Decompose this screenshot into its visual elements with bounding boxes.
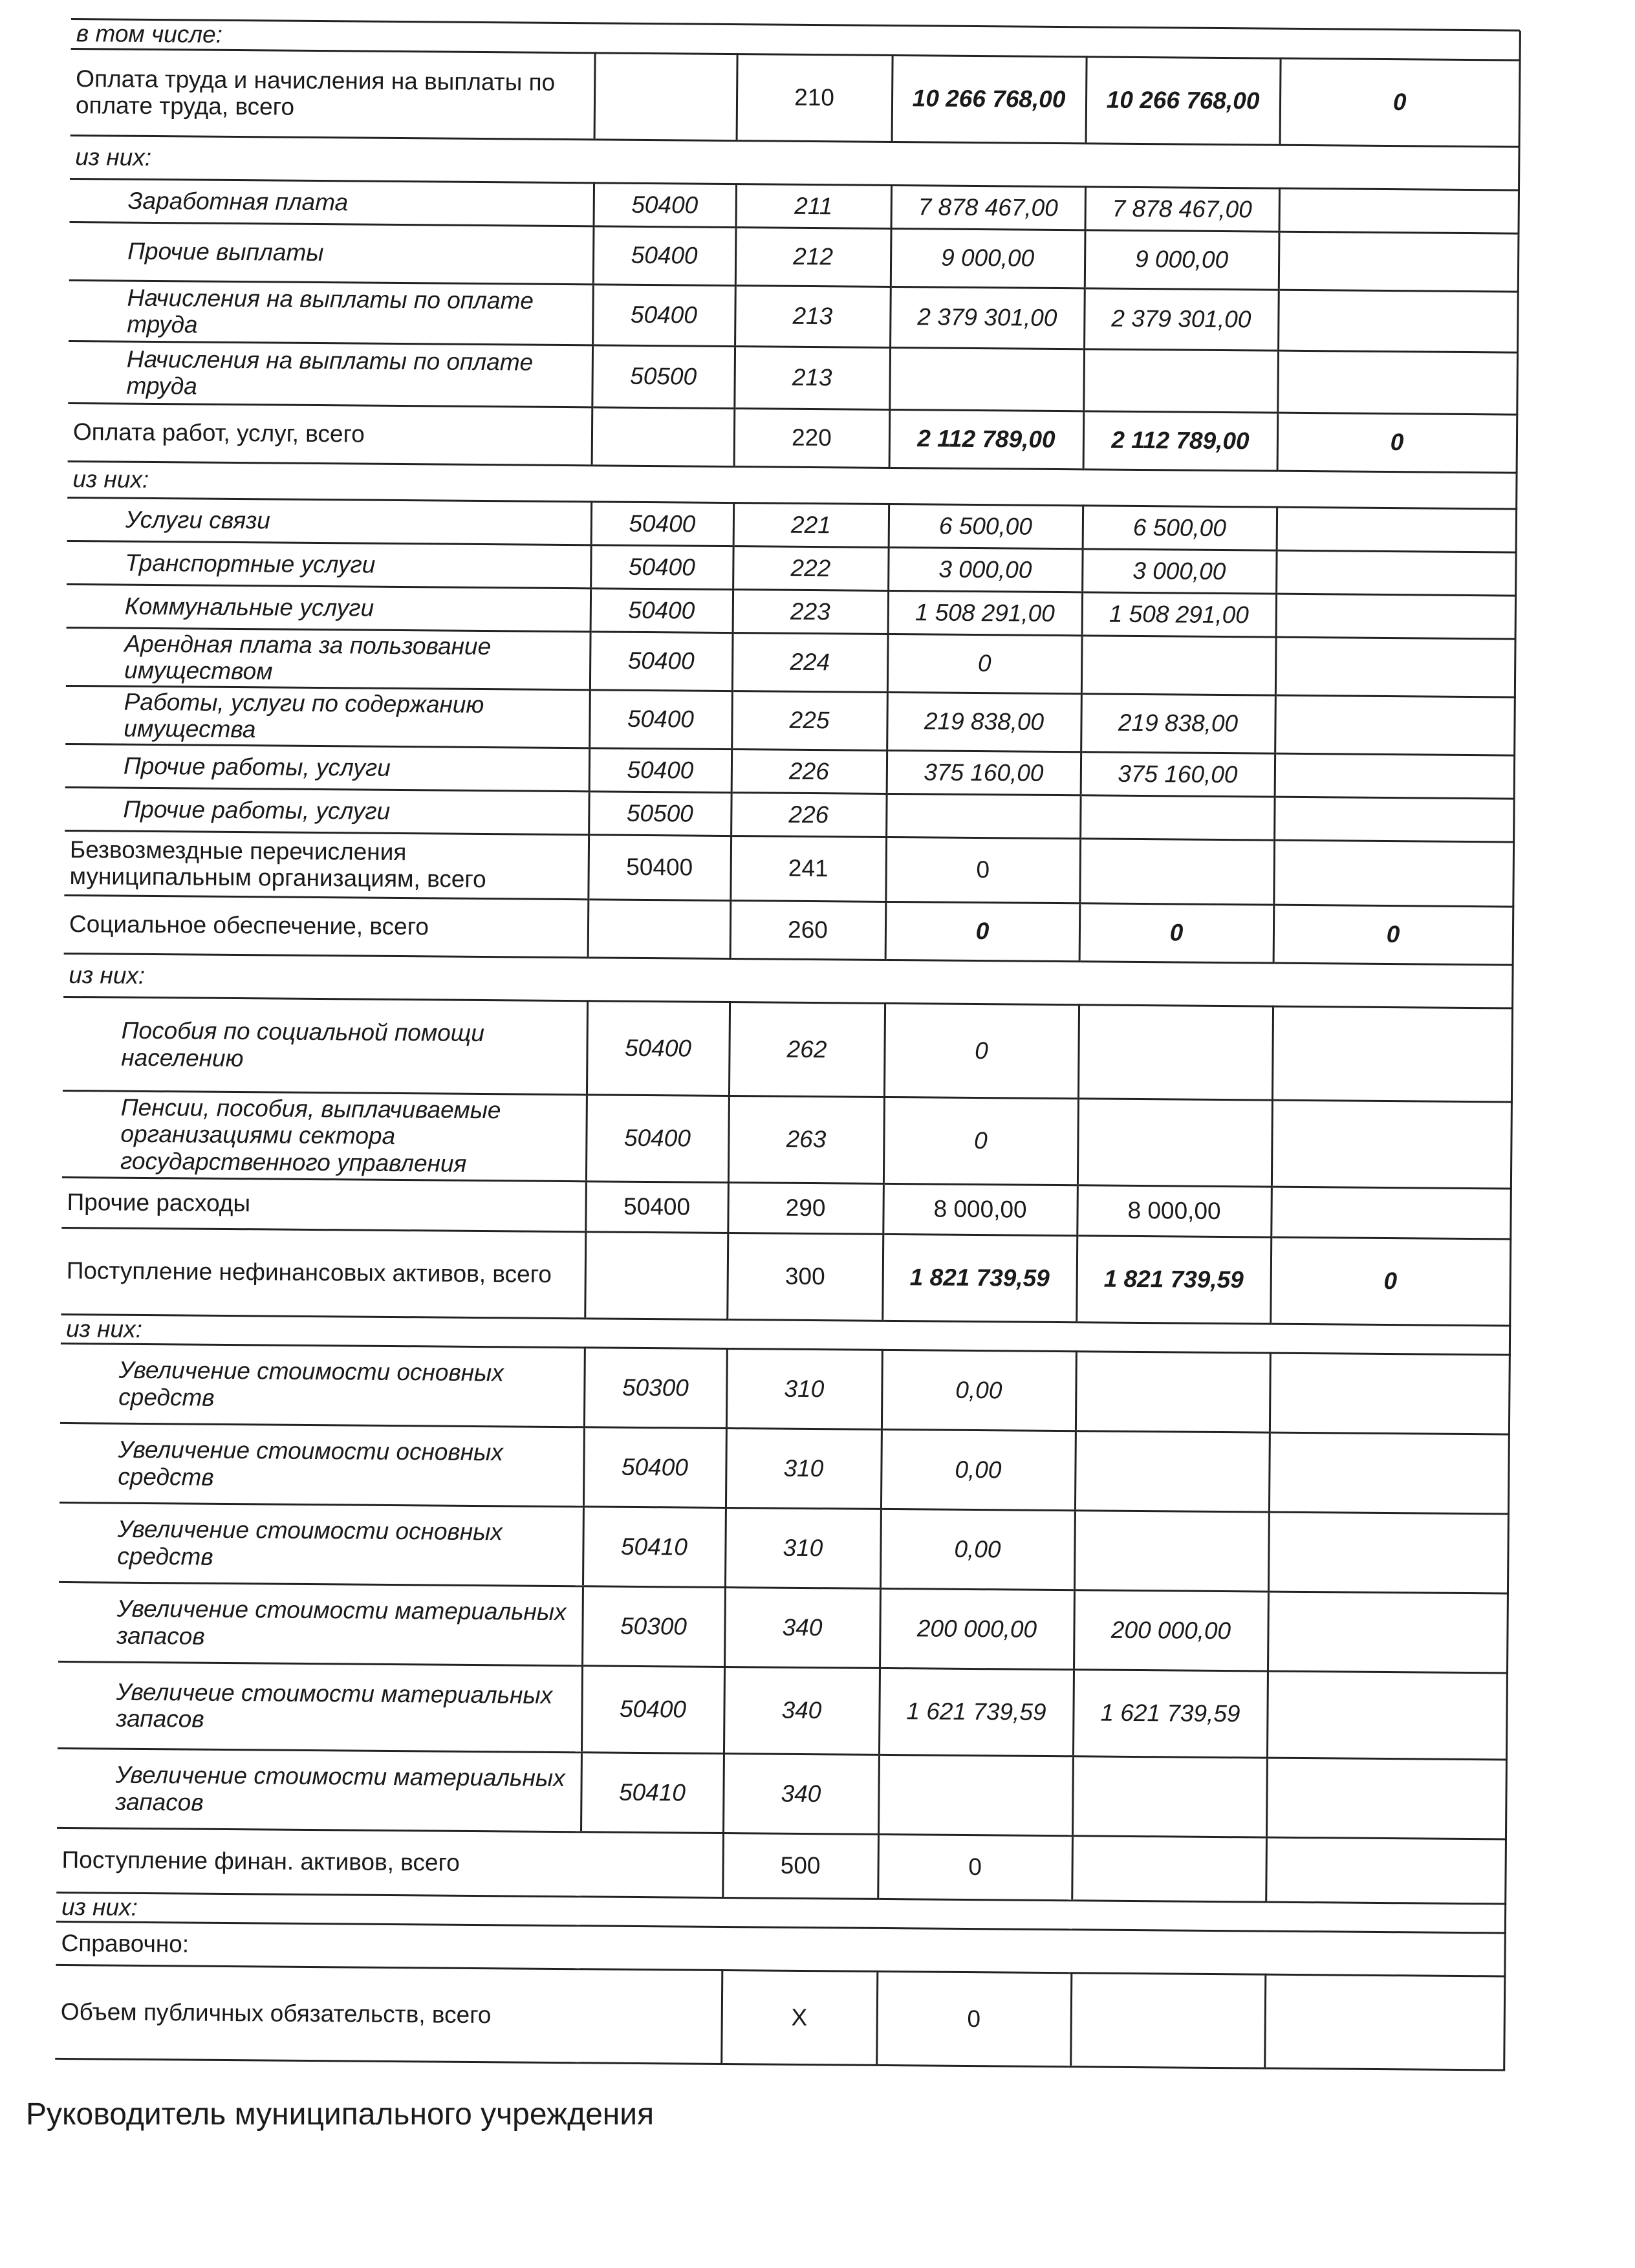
value-cell-3 bbox=[1275, 753, 1515, 799]
value-cell-2: 1 821 739,59 bbox=[1076, 1235, 1271, 1323]
value-cell-2 bbox=[1074, 1510, 1269, 1591]
row-name: Пенсии, пособия, выплачиваемые организациями сектора государственного управления bbox=[62, 1090, 587, 1181]
kosgu-cell: 50400 bbox=[583, 1427, 726, 1507]
section-label: Справочно: bbox=[56, 1921, 1505, 1976]
row-name: Услуги связи bbox=[67, 497, 592, 545]
kosgu-cell: 50400 bbox=[591, 501, 734, 546]
expense-table bbox=[55, 19, 1521, 2071]
table-row bbox=[60, 1343, 1510, 1434]
row-code-cell: 260 bbox=[730, 900, 886, 960]
table-row bbox=[55, 1965, 1504, 2070]
table-row bbox=[68, 341, 1517, 415]
value-cell-3 bbox=[1268, 1592, 1508, 1673]
value-cell-3: 0 bbox=[1270, 1237, 1510, 1326]
value-cell-1 bbox=[886, 794, 1081, 838]
value-cell-1: 10 266 768,00 bbox=[892, 55, 1087, 143]
table-row bbox=[69, 280, 1518, 352]
row-code-cell: 241 bbox=[730, 836, 886, 902]
value-cell-2: 7 878 467,00 bbox=[1085, 186, 1279, 231]
kosgu-cell: 50400 bbox=[592, 284, 735, 346]
value-cell-1: 0,00 bbox=[882, 1350, 1076, 1431]
value-cell-1: 0 bbox=[885, 902, 1080, 961]
value-cell-1: 3 000,00 bbox=[888, 547, 1083, 592]
table-row bbox=[64, 830, 1513, 907]
signature-label: Руководитель муниципального учреждения bbox=[26, 2097, 655, 2132]
value-cell-1 bbox=[889, 347, 1084, 411]
value-cell-3 bbox=[1273, 840, 1513, 907]
value-cell-2: 0 bbox=[1079, 903, 1274, 962]
value-cell-1: 0 bbox=[883, 1097, 1078, 1185]
value-cell-3 bbox=[1269, 1432, 1509, 1514]
value-cell-2 bbox=[1072, 1756, 1267, 1837]
row-name: Начисления на выплаты по оплате труда bbox=[69, 280, 593, 345]
value-cell-1: 375 160,00 bbox=[887, 750, 1081, 795]
table-row bbox=[58, 1661, 1507, 1760]
row-code-cell: 263 bbox=[728, 1096, 884, 1183]
row-code-cell: 340 bbox=[723, 1753, 879, 1834]
row-code-cell: 310 bbox=[725, 1507, 881, 1588]
value-cell-2: 10 266 768,00 bbox=[1086, 56, 1281, 144]
row-name: Пособия по социальной помощи населению bbox=[63, 997, 587, 1094]
row-code-cell: 225 bbox=[731, 691, 887, 750]
value-cell-3 bbox=[1266, 1837, 1506, 1904]
value-cell-3 bbox=[1278, 290, 1518, 352]
row-code-cell: 220 bbox=[734, 408, 890, 468]
kosgu-cell: 50410 bbox=[583, 1506, 726, 1587]
value-cell-3 bbox=[1274, 797, 1514, 842]
table-row bbox=[60, 1423, 1509, 1514]
value-cell-2: 2 112 789,00 bbox=[1083, 411, 1278, 470]
value-cell-2: 6 500,00 bbox=[1083, 505, 1277, 550]
value-cell-1: 0 bbox=[878, 1834, 1072, 1900]
table-row bbox=[70, 49, 1520, 147]
table-row bbox=[57, 1748, 1506, 1839]
value-cell-1 bbox=[878, 1755, 1073, 1835]
row-code-cell: 262 bbox=[729, 1002, 885, 1097]
row-code-cell: 226 bbox=[731, 749, 887, 794]
row-name: Увеличеие стоимости материальных запасов bbox=[58, 1661, 582, 1752]
value-cell-3: 0 bbox=[1273, 905, 1513, 965]
row-name: Увеличение стоимости материальных запасов bbox=[57, 1748, 581, 1831]
kosgu-cell: 50400 bbox=[581, 1665, 724, 1753]
value-cell-2 bbox=[1076, 1351, 1270, 1432]
kosgu-cell: 50400 bbox=[590, 631, 733, 691]
row-name: Прочие расходы bbox=[61, 1177, 586, 1231]
value-cell-2 bbox=[1080, 795, 1275, 839]
row-code-cell: 221 bbox=[733, 502, 889, 547]
row-code-cell: 310 bbox=[726, 1348, 882, 1429]
value-cell-3 bbox=[1271, 1187, 1511, 1239]
kosgu-cell: 50410 bbox=[581, 1752, 724, 1833]
table-row bbox=[64, 895, 1513, 965]
row-code-cell: 300 bbox=[727, 1233, 883, 1321]
table-row bbox=[69, 222, 1519, 292]
value-cell-1: 200 000,00 bbox=[880, 1588, 1074, 1669]
row-name: Прочие выплаты bbox=[69, 222, 594, 284]
value-cell-2 bbox=[1078, 1004, 1273, 1099]
table-row bbox=[59, 1502, 1508, 1593]
row-name: Поступление нефинансовых активов, всего bbox=[61, 1227, 585, 1318]
kosgu-cell: 50400 bbox=[585, 1181, 728, 1233]
value-cell-3 bbox=[1268, 1512, 1508, 1593]
row-name: Увеличение стоимости материальных запасов bbox=[58, 1582, 583, 1665]
value-cell-1: 2 112 789,00 bbox=[889, 409, 1084, 469]
row-code-cell: 210 bbox=[737, 54, 893, 142]
row-name: Безвозмездные перечисления муниципальным организациям, всего bbox=[64, 830, 589, 899]
kosgu-cell: 50300 bbox=[582, 1586, 725, 1667]
expense-table-container bbox=[55, 19, 1520, 2071]
value-cell-2 bbox=[1072, 1835, 1266, 1901]
value-cell-3 bbox=[1275, 637, 1515, 697]
value-cell-3 bbox=[1277, 351, 1517, 415]
table-row bbox=[56, 1828, 1506, 1904]
value-cell-1: 0 bbox=[887, 634, 1082, 693]
value-cell-2 bbox=[1079, 838, 1274, 904]
value-cell-3 bbox=[1277, 507, 1517, 552]
value-cell-2: 375 160,00 bbox=[1081, 751, 1275, 796]
row-code-cell: 223 bbox=[733, 589, 889, 634]
value-cell-2 bbox=[1081, 635, 1276, 695]
kosgu-cell: 50500 bbox=[589, 791, 731, 836]
kosgu-cell: 50400 bbox=[587, 1000, 730, 1096]
value-cell-2: 9 000,00 bbox=[1085, 230, 1279, 289]
value-cell-1: 6 500,00 bbox=[889, 504, 1083, 548]
kosgu-cell: 50400 bbox=[589, 748, 732, 792]
row-code-cell: 340 bbox=[724, 1667, 880, 1755]
row-code-cell: 222 bbox=[733, 546, 889, 590]
value-cell-3: 0 bbox=[1280, 58, 1520, 147]
row-name: Поступление финан. активов, всего bbox=[56, 1828, 723, 1897]
row-name: Работы, услуги по содержанию имущества bbox=[65, 686, 590, 748]
value-cell-1: 9 000,00 bbox=[891, 228, 1085, 288]
table-row bbox=[63, 997, 1512, 1102]
row-name: Прочие работы, услуги bbox=[65, 744, 590, 791]
row-name: Социальное обеспечение, всего bbox=[64, 895, 589, 957]
kosgu-cell bbox=[588, 899, 731, 958]
kosgu-cell: 50400 bbox=[589, 689, 732, 749]
section-label: из них: bbox=[61, 1314, 1510, 1355]
value-cell-1: 0,00 bbox=[880, 1509, 1075, 1590]
section-label: в том числе: bbox=[71, 19, 1520, 60]
row-name: Начисления на выплаты по оплате труда bbox=[68, 341, 592, 407]
table-row bbox=[62, 1090, 1511, 1189]
value-cell-1: 7 878 467,00 bbox=[891, 185, 1086, 230]
value-cell-2 bbox=[1083, 349, 1278, 412]
value-cell-2: 2 379 301,00 bbox=[1084, 288, 1279, 350]
row-code-cell: 211 bbox=[736, 184, 892, 228]
row-name: Увеличение стоимости основных средств bbox=[59, 1502, 583, 1586]
value-cell-3 bbox=[1272, 1100, 1511, 1189]
value-cell-1: 0 bbox=[876, 1971, 1071, 2066]
value-cell-3 bbox=[1267, 1671, 1507, 1760]
row-code-cell: 213 bbox=[734, 346, 890, 409]
value-cell-3 bbox=[1266, 1758, 1506, 1839]
value-cell-2: 200 000,00 bbox=[1074, 1590, 1268, 1670]
value-cell-1: 2 379 301,00 bbox=[890, 286, 1085, 349]
value-cell-3 bbox=[1279, 188, 1519, 233]
value-cell-1: 1 621 739,59 bbox=[879, 1668, 1074, 1756]
kosgu-cell: 50400 bbox=[593, 226, 736, 285]
value-cell-1: 8 000,00 bbox=[883, 1183, 1077, 1235]
row-name: Прочие работы, услуги bbox=[65, 787, 589, 834]
section-label: из них: bbox=[63, 953, 1513, 1008]
kosgu-cell: 50500 bbox=[592, 345, 735, 408]
row-code-cell: 310 bbox=[726, 1428, 882, 1509]
row-code-cell: 340 bbox=[724, 1587, 880, 1668]
value-cell-2: 1 508 291,00 bbox=[1082, 592, 1277, 636]
row-name: Оплата работ, услуг, всего bbox=[68, 403, 592, 465]
section-label: из них: bbox=[56, 1892, 1505, 1933]
row-name: Заработная плата bbox=[70, 178, 594, 226]
table-row bbox=[65, 686, 1515, 755]
kosgu-cell: 50300 bbox=[584, 1347, 727, 1428]
value-cell-2 bbox=[1077, 1098, 1272, 1186]
value-cell-3 bbox=[1264, 1974, 1504, 2070]
value-cell-3 bbox=[1279, 232, 1519, 292]
kosgu-cell bbox=[585, 1231, 728, 1319]
value-cell-2: 219 838,00 bbox=[1081, 693, 1275, 753]
value-cell-1: 0,00 bbox=[881, 1429, 1076, 1510]
row-name: Оплата труда и начисления на выплаты по оплате труда, всего bbox=[70, 49, 595, 139]
section-label: из них: bbox=[70, 135, 1519, 190]
value-cell-3 bbox=[1275, 695, 1515, 755]
value-cell-2 bbox=[1075, 1431, 1270, 1511]
row-name: Увеличение стоимости основных средств bbox=[60, 1423, 584, 1506]
value-cell-2: 1 621 739,59 bbox=[1073, 1669, 1268, 1757]
value-cell-3 bbox=[1276, 594, 1516, 639]
value-cell-1: 1 821 739,59 bbox=[882, 1234, 1077, 1322]
kosgu-cell: 50400 bbox=[594, 182, 737, 227]
value-cell-3 bbox=[1270, 1353, 1510, 1434]
value-cell-3 bbox=[1272, 1006, 1512, 1102]
row-code-cell: 290 bbox=[728, 1182, 883, 1234]
kosgu-cell bbox=[594, 52, 737, 140]
row-code-cell: X bbox=[721, 1970, 877, 2065]
row-name: Коммунальные услуги bbox=[67, 584, 591, 631]
value-cell-1: 0 bbox=[884, 1003, 1079, 1098]
row-code-cell: 226 bbox=[731, 792, 887, 837]
table-row bbox=[61, 1227, 1510, 1326]
row-name: Увеличение стоимости основных средств bbox=[60, 1343, 585, 1427]
row-code-cell: 213 bbox=[735, 285, 891, 347]
table-row bbox=[58, 1582, 1508, 1673]
kosgu-cell: 50400 bbox=[590, 545, 733, 589]
value-cell-3 bbox=[1276, 550, 1516, 596]
value-cell-1: 1 508 291,00 bbox=[888, 590, 1083, 635]
kosgu-cell: 50400 bbox=[590, 588, 733, 632]
table-row bbox=[68, 403, 1517, 473]
value-cell-2: 8 000,00 bbox=[1077, 1185, 1272, 1237]
value-cell-3: 0 bbox=[1277, 413, 1517, 473]
row-code-cell: 500 bbox=[722, 1833, 878, 1899]
value-cell-2: 3 000,00 bbox=[1082, 548, 1277, 593]
row-name: Объем публичных обязательств, всего bbox=[55, 1965, 722, 2064]
row-code-cell: 212 bbox=[735, 227, 891, 286]
row-name: Транспортные услуги bbox=[67, 541, 591, 588]
table-row bbox=[66, 627, 1515, 697]
value-cell-1: 0 bbox=[885, 837, 1080, 903]
section-label: из них: bbox=[67, 461, 1516, 509]
row-code-cell: 224 bbox=[732, 632, 888, 692]
kosgu-cell: 50400 bbox=[586, 1094, 729, 1182]
row-name: Арендная плата за пользование имуществом bbox=[66, 627, 590, 689]
kosgu-cell bbox=[592, 407, 735, 466]
value-cell-2 bbox=[1070, 1972, 1265, 2068]
value-cell-1: 219 838,00 bbox=[887, 692, 1081, 751]
kosgu-cell: 50400 bbox=[588, 834, 731, 900]
